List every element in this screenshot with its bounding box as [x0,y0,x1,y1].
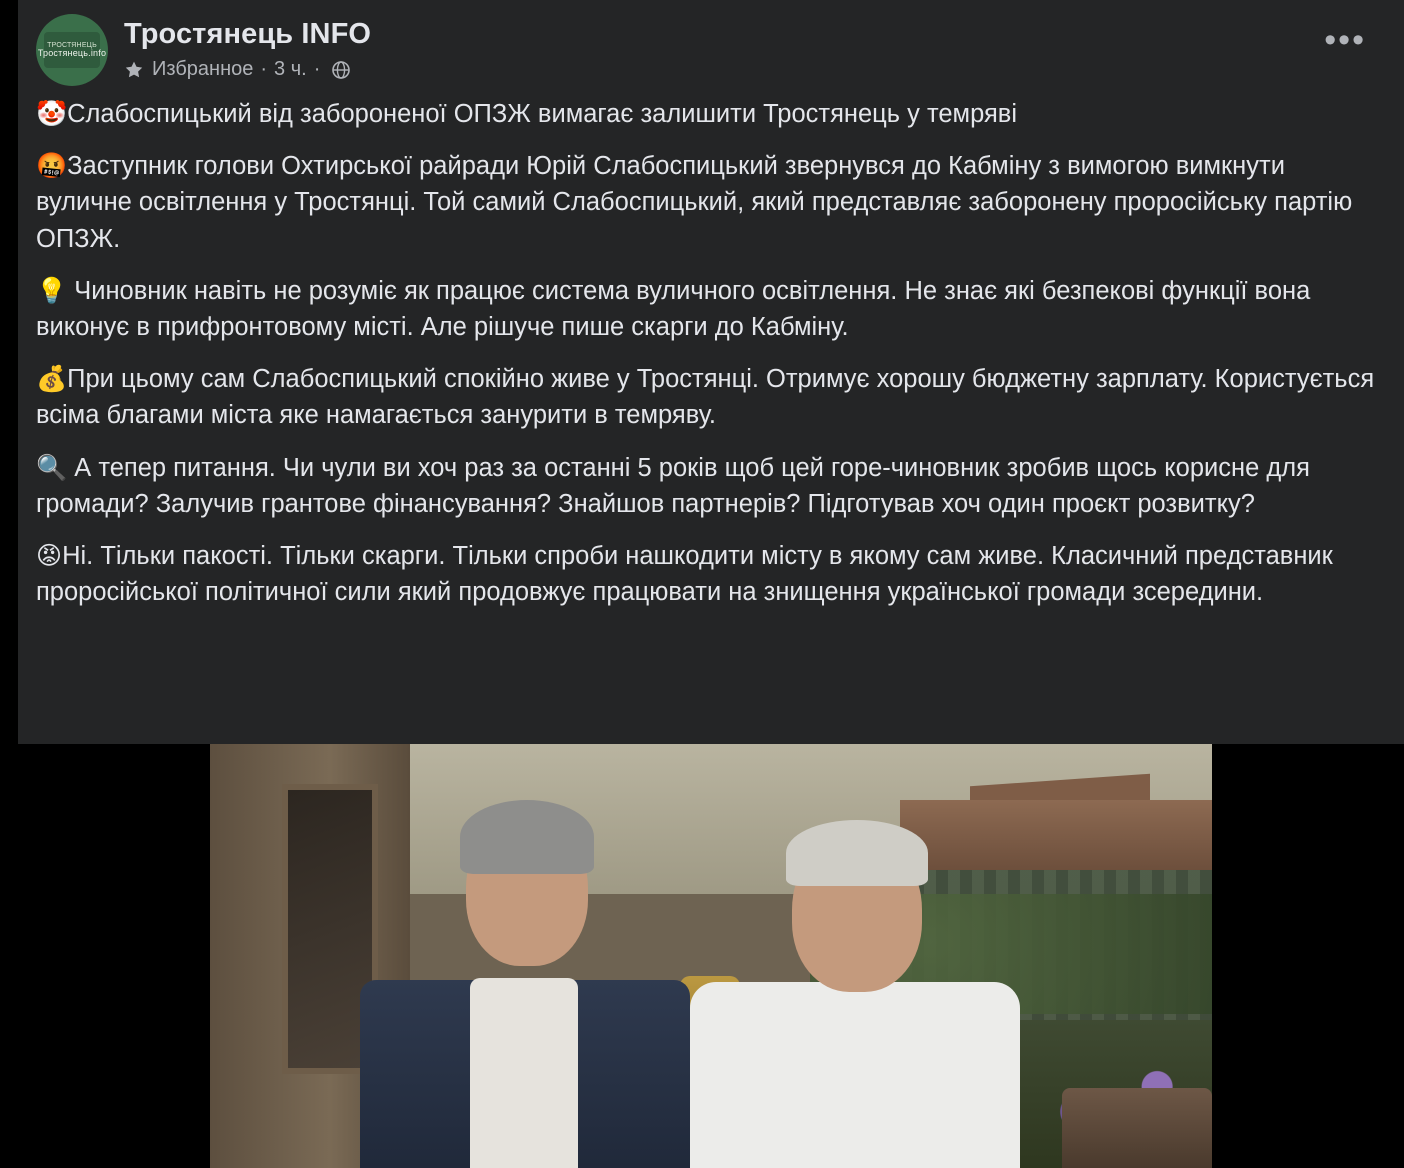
photo-person-right-shirt [690,982,1020,1168]
globe-icon[interactable] [331,60,351,80]
post-paragraph [36,273,1386,345]
page-name[interactable]: Тростянець INFO [124,18,372,50]
post-paragraph [36,148,1386,257]
paragraph-text: Чиновник навіть не розуміє як працює система вуличного освітлення. Не знає які безпекові функції вона виконує в прифронтовому місті. Але рішуче пише скарги до Кабміну. [36,276,1311,342]
paragraph-text: Ні. Тільки пакості. Тільки скарги. Тільки спроби нашкодити місту в якому сам живе. Класичний представник проросійської політичної сили який продовжує працювати на знищення української громади зсередини. [36,542,1333,607]
paragraph-text: А тепер питання. Чи чули ви хоч раз за останні 5 років щоб цей горе-чиновник зробив щось корисне для громади? Залучив грантове фінансування? Знайшов партнерів? Підготував хоч один проєкт розвитку? [36,453,1310,518]
meta-separator-1: · [260,58,268,81]
photo-person-right-hair [786,820,928,886]
photo-person-left-hair [460,800,594,874]
post-header [18,0,1404,92]
post-photo-container [18,744,1404,1168]
post-paragraph [36,96,1386,132]
post-paragraph [36,450,1386,522]
photo-person-right [680,814,1030,1168]
left-gutter [0,0,18,1168]
star-icon [124,60,144,80]
meta-separator-2: · [313,58,321,81]
paragraph-text: При цьому сам Слабоспицький спокійно живе у Тростянці. Отримує хорошу бюджетну зарплату. Користується всіма благами міста яке намагається занурити в темряву. [36,365,1375,430]
paragraph-text: Заступник голови Охтирської райради Юрій Слабоспицький звернувся до Кабміну з вимогою вимкнути вуличне освітлення у Тростянці. Той самий Слабоспицький, який представляє заборонену проросійську партію ОПЗЖ. [36,152,1353,253]
photo-flower-pot [1062,1088,1212,1168]
paragraph-emoji: 💰 [36,364,68,394]
paragraph-emoji: 🤡 [36,99,68,128]
avatar-logo-line1: ТРОСТЯНЕЦЬ [47,41,97,49]
paragraph-emoji: 💡 [36,275,68,305]
facebook-post-card [18,0,1404,744]
post-options-button[interactable]: ••• [1324,21,1366,59]
post-time[interactable]: 3 ч. [274,58,307,81]
photo-person-left-shirt [470,978,578,1168]
photo-person-left [360,780,690,1168]
paragraph-emoji: 🔍 [36,452,68,482]
avatar-logo [37,32,107,68]
post-meta [124,58,1312,81]
paragraph-text: Слабоспицький від забороненої ОПЗЖ вимагає залишити Тростянець у темряві [67,100,1017,128]
post-photo[interactable] [210,744,1212,1168]
post-paragraph [36,538,1386,610]
paragraph-emoji: 🤬 [36,151,68,181]
post-text [18,92,1404,628]
avatar[interactable] [36,14,108,86]
paragraph-emoji: 😡 [36,541,63,571]
post-paragraph [36,361,1386,433]
favorites-label[interactable]: Избранное [152,58,254,81]
avatar-logo-line2: Тростянець.info [37,47,107,58]
post-header-text [124,14,1312,81]
